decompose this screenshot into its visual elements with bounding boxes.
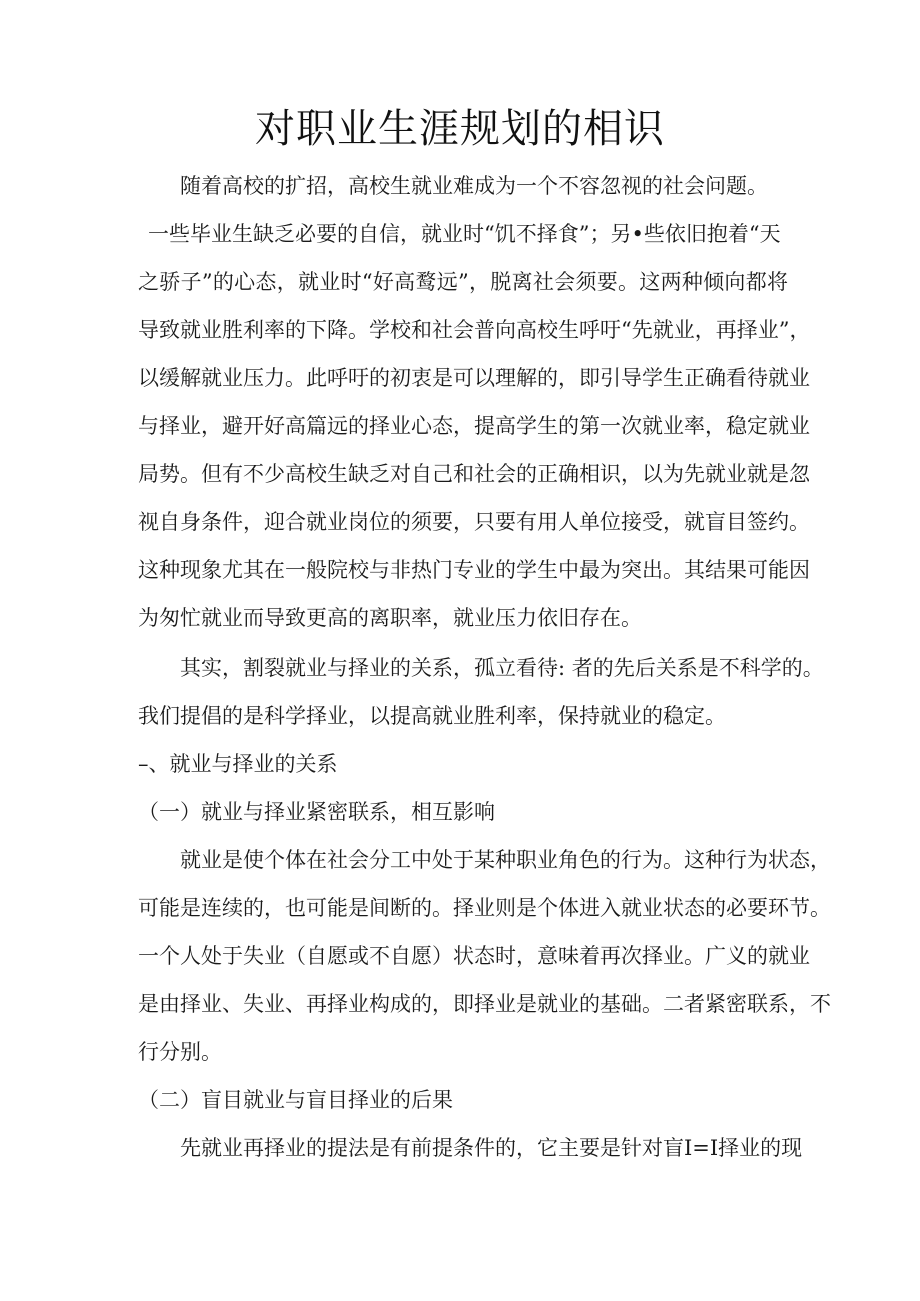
- paragraph-line: 先就业再择业的提法是有前提条件的，它主要是针对盲I=I择业的现: [180, 1136, 803, 1160]
- paragraph-line: 局势。但有不少高校生缺乏对自己和社会的正确相识，以为先就业就是忽: [138, 462, 810, 486]
- document-title: 对职业生涯规划的相识: [255, 106, 665, 152]
- paragraph-line: 与择业，避开好高篇远的择业心态，提高学生的第一次就业率，稳定就业: [138, 414, 810, 438]
- paragraph-line: 随着高校的扩招，高校生就业难成为一个不容忽视的社会问题。: [180, 174, 768, 198]
- paragraph-line: 之骄子”的心态，就业时“好高鹜远”，脱离社会须要。这两种倾向都将: [138, 270, 788, 294]
- paragraph-line: 导致就业胜利率的下降。学校和社会普向高校生呼吁“先就业，再择业”，: [138, 318, 811, 342]
- paragraph-line: 这种现象尤其在一般院校与非热门专业的学生中最为突出。其结果可能因: [138, 558, 810, 582]
- subsection-heading: （二）盲目就业与盲目择业的后果: [138, 1088, 453, 1112]
- subsection-heading: （一）就业与择业紧密联系，相互影响: [138, 800, 495, 824]
- paragraph-line: 视自身条件，迎合就业岗位的须要，只要有用人单位接受，就盲目签约。: [138, 510, 810, 534]
- paragraph-line: 其实，割裂就业与择业的关系，孤立看待: 者的先后关系是不科学的。: [180, 656, 824, 680]
- paragraph-line: 可能是连续的，也可能是间断的。择业则是个体进入就业状态的必要环节。: [138, 896, 831, 920]
- paragraph-line: 为匆忙就业而导致更高的离职率，就业压力依旧存在。: [138, 606, 642, 630]
- paragraph-line: 是由择业、失业、再择业构成的，即择业是就业的基础。二者紧密联系，不: [138, 992, 831, 1016]
- paragraph-line: 行分别。: [138, 1040, 222, 1064]
- paragraph-line: 我们提倡的是科学择业，以提高就业胜利率，保持就业的稳定。: [138, 704, 726, 728]
- paragraph-line: 一个人处于失业（自愿或不自愿）状态时，意味着再次择业。广义的就业: [138, 944, 810, 968]
- paragraph-line: 一些毕业生缺乏必要的自信，就业时“饥不择食”；另•些依旧抱着“天: [148, 222, 781, 246]
- section-heading: –、就业与择业的关系: [138, 752, 338, 776]
- paragraph-line: 就业是使个体在社会分工中处于某种职业角色的行为。这种行为状态，: [180, 848, 831, 872]
- paragraph-line: 以缓解就业压力。此呼吁的初衷是可以理解的，即引导学生正确看待就业: [138, 366, 810, 390]
